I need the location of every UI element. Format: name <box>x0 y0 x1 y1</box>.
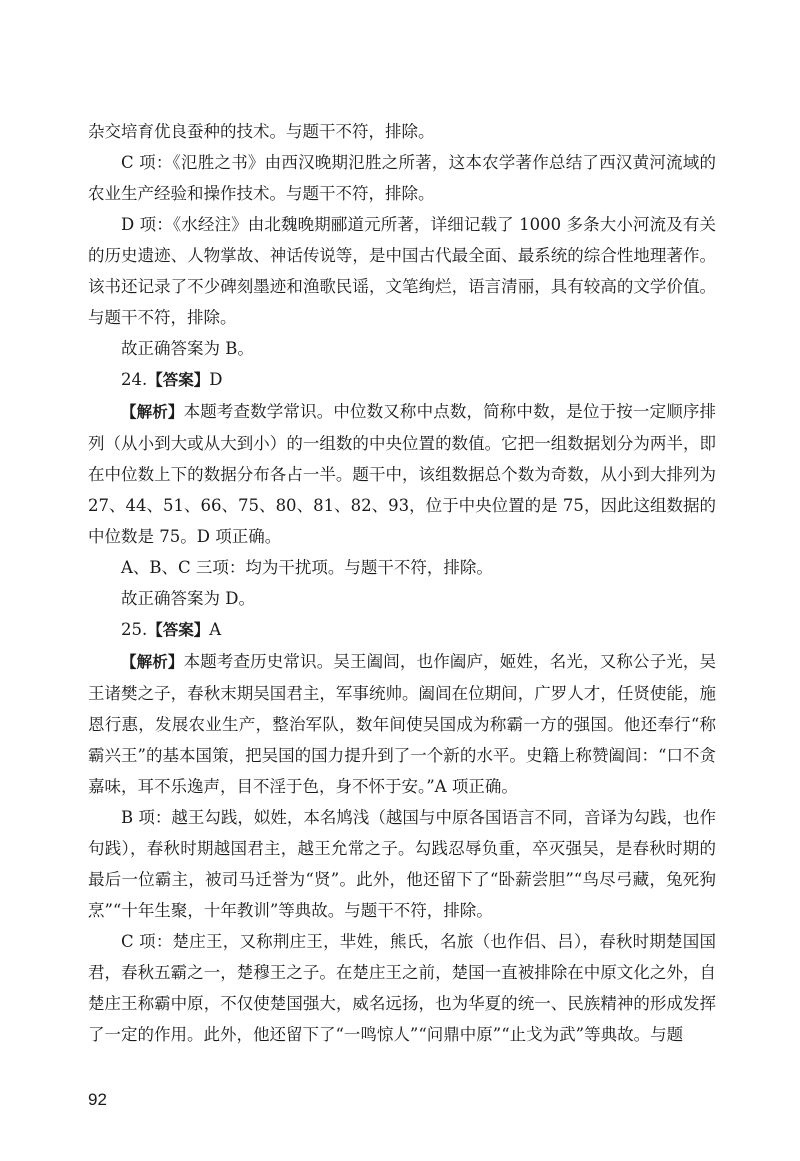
analysis-tag: 【解析】 <box>121 653 184 671</box>
answer-tag: 【答案】 <box>147 371 210 389</box>
analysis-24: 【解析】本题考查数学常识。中位数又称中点数，简称中数，是位于按一定顺序排列（从小到大或从大到小）的一组数的中央位置的数值。它把一组数据划分为两半，即在中位数上下的数据分布各占一半。题干中，该组数据总个数为奇数，从小到大排列为 27、44、51、66、75、80、81、82、93，位于中央位置的是 75，因此这组数据的中位数是 75。D 项正确。 <box>88 402 716 546</box>
paragraph-12: C 项：楚庄王，又称荆庄王，芈姓，熊氏，名旅（也作侣、吕），春秋时期楚国国君，春秋五霸之一，楚穆王之子。在楚庄王之前，楚国一直被排除在中原文化之外，自楚庄王称霸中原，不仅使楚国强大，威名远扬，也为华夏的统一、民族精神的形成发挥了一定的作用。此外，他还留下了“一鸣惊人”“问鼎中原”“止戈为武”等典故。与题 <box>88 932 716 1044</box>
paragraph-4: 故正确答案为 B。 <box>121 339 254 358</box>
paragraph-8: 故正确答案为 D。 <box>121 589 255 608</box>
page-number: 92 <box>88 1090 107 1109</box>
paragraph-7: A、B、C 三项：均为干扰项。与题干不符，排除。 <box>121 558 493 577</box>
answer-heading-25: 25.【答案】A <box>121 620 222 639</box>
paragraph-2: C 项：《氾胜之书》由西汉晚期氾胜之所著，这本农学著作总结了西汉黄河流域的农业生产经验和操作技术。与题干不符，排除。 <box>88 153 716 203</box>
answer-tag: 【答案】 <box>147 621 210 639</box>
paragraph-11: B 项：越王勾践，姒姓，本名鸠浅（越国与中原各国语言不同，音译为勾践，也作句践），春秋时期越国君主，越王允常之子。勾践忍辱负重，卒灭强吴，是春秋时期的最后一位霸主，被司马迁誉为“贤”。此外，他还留下了“卧薪尝胆”“鸟尽弓藏，兔死狗烹”“十年生聚，十年教训”等典故。与题干不符，排除。 <box>88 808 716 920</box>
paragraph-1: 杂交培育优良蚕种的技术。与题干不符，排除。 <box>88 122 435 141</box>
analysis-tag: 【解析】 <box>121 403 184 421</box>
paragraph-3: D 项：《水经注》由北魏晚期郦道元所著，详细记载了 1000 多条大小河流及有关的历史遗迹、人物掌故、神话传说等，是中国古代最全面、最系统的综合性地理著作。该书还记录了不少碑刻墨迹和渔歌民谣，文笔绚烂，语言清丽，具有较高的文学价值。与题干不符，排除。 <box>88 215 716 327</box>
answer-heading-24: 24.【答案】D <box>121 370 223 389</box>
analysis-25: 【解析】本题考查历史常识。吴王阖闾，也作阖庐，姬姓，名光，又称公子光，吴王诸樊之子，春秋末期吴国君主，军事统帅。阖闾在位期间，广罗人才，任贤使能，施恩行惠，发展农业生产，整治军队，数年间使吴国成为称霸一方的强国。他还奉行“称霸兴王”的基本国策，把吴国的国力提升到了一个新的水平。史籍上称赞阖闾：“口不贪嘉味，耳不乐逸声，目不淫于色，身不怀于安。”A 项正确。 <box>88 652 716 796</box>
page-body <box>88 116 716 1050</box>
